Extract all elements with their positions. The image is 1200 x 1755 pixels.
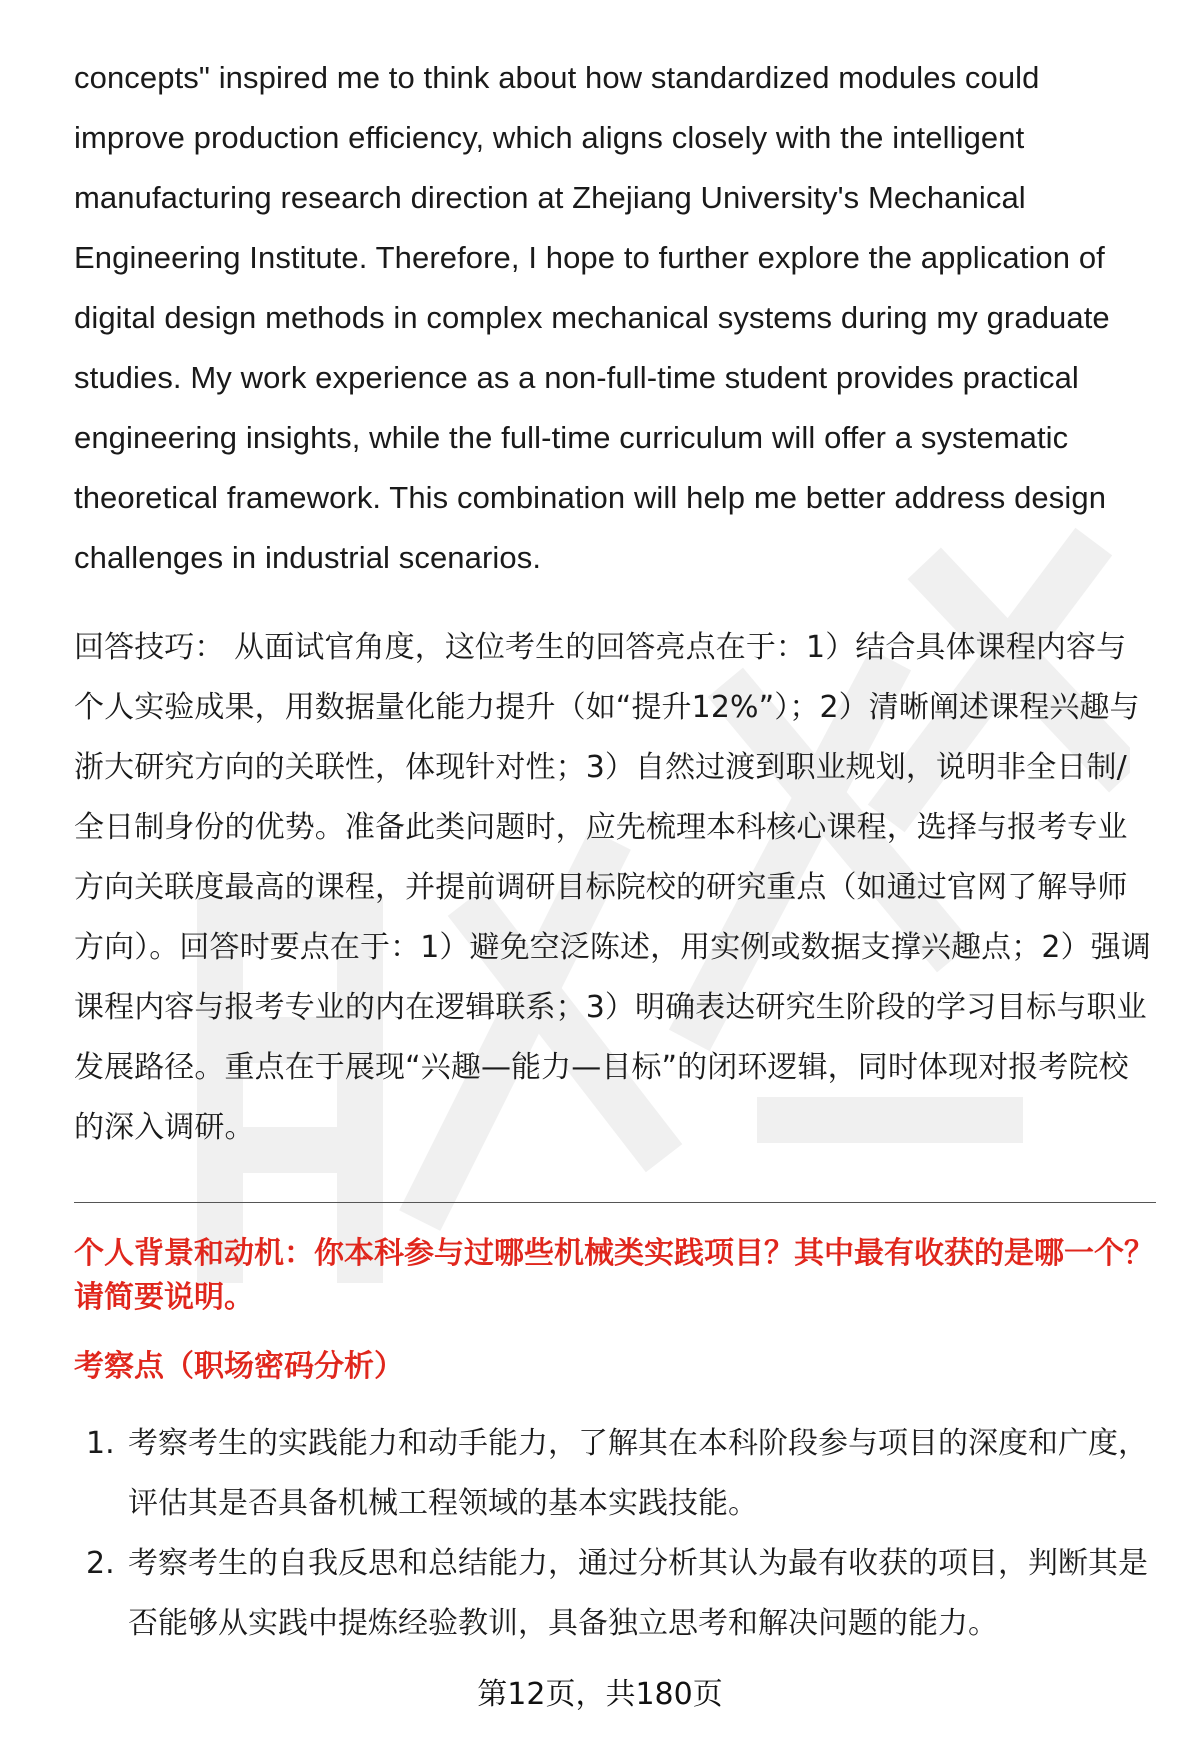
list-item: [74, 1534, 1156, 1654]
section-title: 考察点（职场密码分析）: [74, 1349, 404, 1384]
section-divider: [74, 1202, 1156, 1203]
list-item: [74, 1414, 1156, 1534]
answer-tips-paragraph: 回答技巧： 从面试官角度，这位考生的回答亮点在于：1）结合具体课程内容与个人实验成果，用数据量化能力提升（如“提升12%”）；2）清晰阐述课程兴趣与浙大研究方向的关联性，体现针对性；3）自然过渡到职业规划，说明非全日制/全日制身份的优势。准备此类问题时，应先梳理本科核心课程，选择与报考专业方向关联度最高的课程，并提前调研目标院校的研究重点（如通过官网了解导师方向）。回答时要点在于：1）避免空泛陈述，用实例或数据支撑兴趣点；2）强调课程内容与报考专业的内在逻辑联系；3）明确表达研究生阶段的学习目标与职业发展路径。重点在于展现“兴趣—能力—目标”的闭环逻辑，同时体现对报考院校的深入调研。: [74, 630, 1151, 1145]
list-item-number: 2.: [86, 1546, 115, 1581]
assessment-points-list: [74, 1414, 1156, 1654]
english-answer-paragraph: concepts" inspired me to think about how standardized modules could improve production efficiency, which aligns closely with the intelligent manufacturing research direction at Zhejiang University's Mechanical Engineering Institute. Therefore, I hope to further explore the application of digital design methods in complex mechanical systems during my graduate studies. My work experience as a non-full-time student provides practical engineering insights, while the full-time curriculum will offer a systematic theoretical framework. This combination will help me better address design challenges in industrial scenarios.: [74, 60, 1110, 575]
list-item-text: 考察考生的实践能力和动手能力，了解其在本科阶段参与项目的深度和广度，评估其是否具备机械工程领域的基本实践技能。: [128, 1426, 1148, 1521]
page-number-footer: 第12页，共180页: [477, 1677, 723, 1712]
list-item-text: 考察考生的自我反思和总结能力，通过分析其认为最有收获的项目，判断其是否能够从实践中提炼经验教训，具备独立思考和解决问题的能力。: [128, 1546, 1148, 1641]
interview-question: 个人背景和动机：你本科参与过哪些机械类实践项目？其中最有收获的是哪一个？请简要说明。: [74, 1236, 1154, 1315]
document-body: [74, 48, 1154, 1158]
list-item-number: 1.: [86, 1426, 115, 1461]
